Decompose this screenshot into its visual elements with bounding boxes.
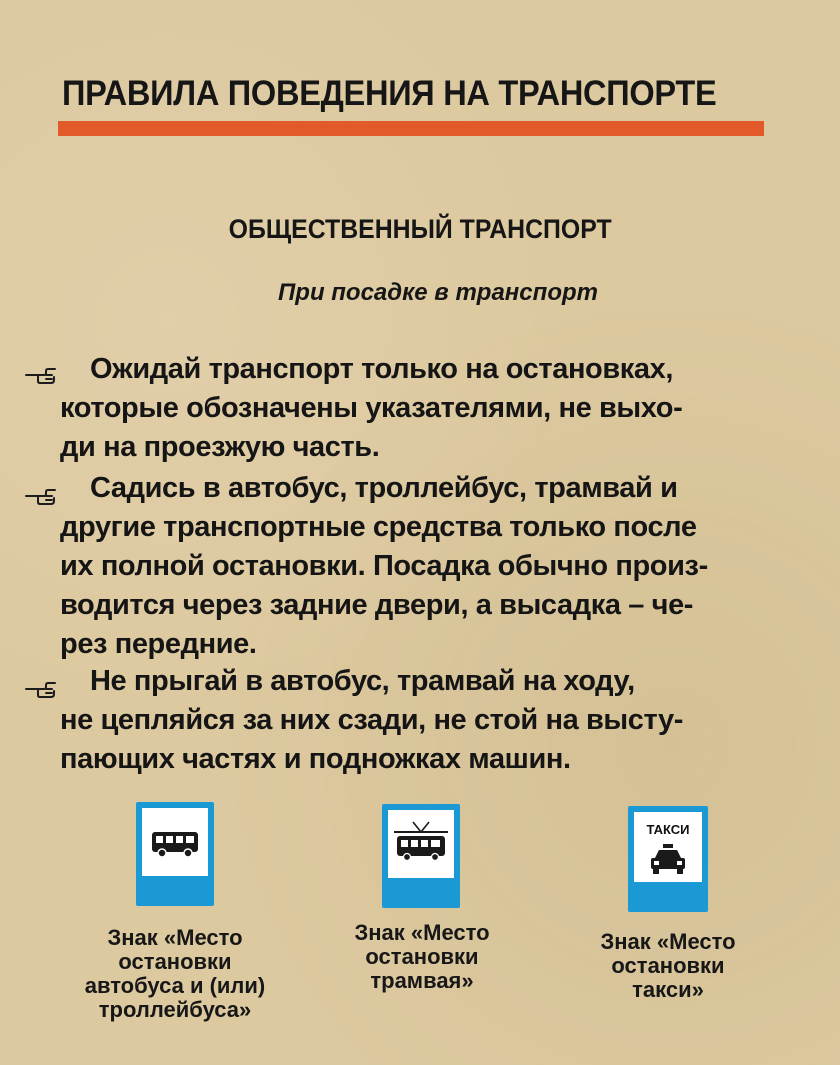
rule-line: пающих частях и подножках машин. bbox=[60, 743, 571, 775]
page-title: ПРАВИЛА ПОВЕДЕНИЯ НА ТРАНСПОРТЕ bbox=[62, 74, 717, 113]
rule-line: другие транспортные средства только после bbox=[60, 511, 697, 543]
taxi-stop-sign bbox=[628, 806, 708, 912]
taxi-sign-label: ТАКСИ bbox=[646, 822, 690, 837]
taxi-icon bbox=[634, 812, 702, 882]
rule-line: рез передние. bbox=[60, 628, 257, 660]
rule-item bbox=[60, 469, 780, 664]
rule-line: которые обозначены указателями, не выхо- bbox=[60, 392, 683, 424]
pointing-hand-icon bbox=[24, 366, 58, 386]
section-subtitle: При посадке в транспорт bbox=[278, 279, 598, 306]
section-title: ОБЩЕСТВЕННЫЙ ТРАНСПОРТ bbox=[228, 214, 612, 244]
rule-line: Не прыгай в автобус, трамвай на ходу, bbox=[90, 665, 635, 697]
rule-line: не цепляйся за них сзади, не стой на высту- bbox=[60, 704, 684, 736]
bus-sign-caption: Знак «Место остановки автобуса и (или) троллейбуса» bbox=[84, 925, 266, 1022]
bus-stop-sign bbox=[136, 802, 214, 906]
pointing-hand-icon bbox=[24, 487, 58, 507]
tram-icon bbox=[388, 810, 454, 878]
taxi-sign-caption: Знак «Место остановки такси» bbox=[600, 929, 736, 1002]
bus-icon bbox=[142, 808, 208, 876]
rule-line: Ожидай транспорт только на остановках, bbox=[90, 353, 674, 385]
rule-item bbox=[60, 350, 780, 467]
tram-stop-sign bbox=[382, 804, 460, 908]
tram-sign-caption: Знак «Место остановки трамвая» bbox=[354, 920, 490, 993]
rule-line: ди на проезжую часть. bbox=[60, 431, 380, 463]
rule-line: их полной остановки. Посадка обычно произ- bbox=[60, 550, 708, 582]
rule-item bbox=[60, 662, 780, 779]
pointing-hand-icon bbox=[24, 680, 58, 700]
rule-line: водится через задние двери, а высадка – че- bbox=[60, 589, 694, 621]
title-underline-bar bbox=[58, 121, 764, 136]
rule-line: Садись в автобус, троллейбус, трамвай и bbox=[90, 472, 678, 504]
